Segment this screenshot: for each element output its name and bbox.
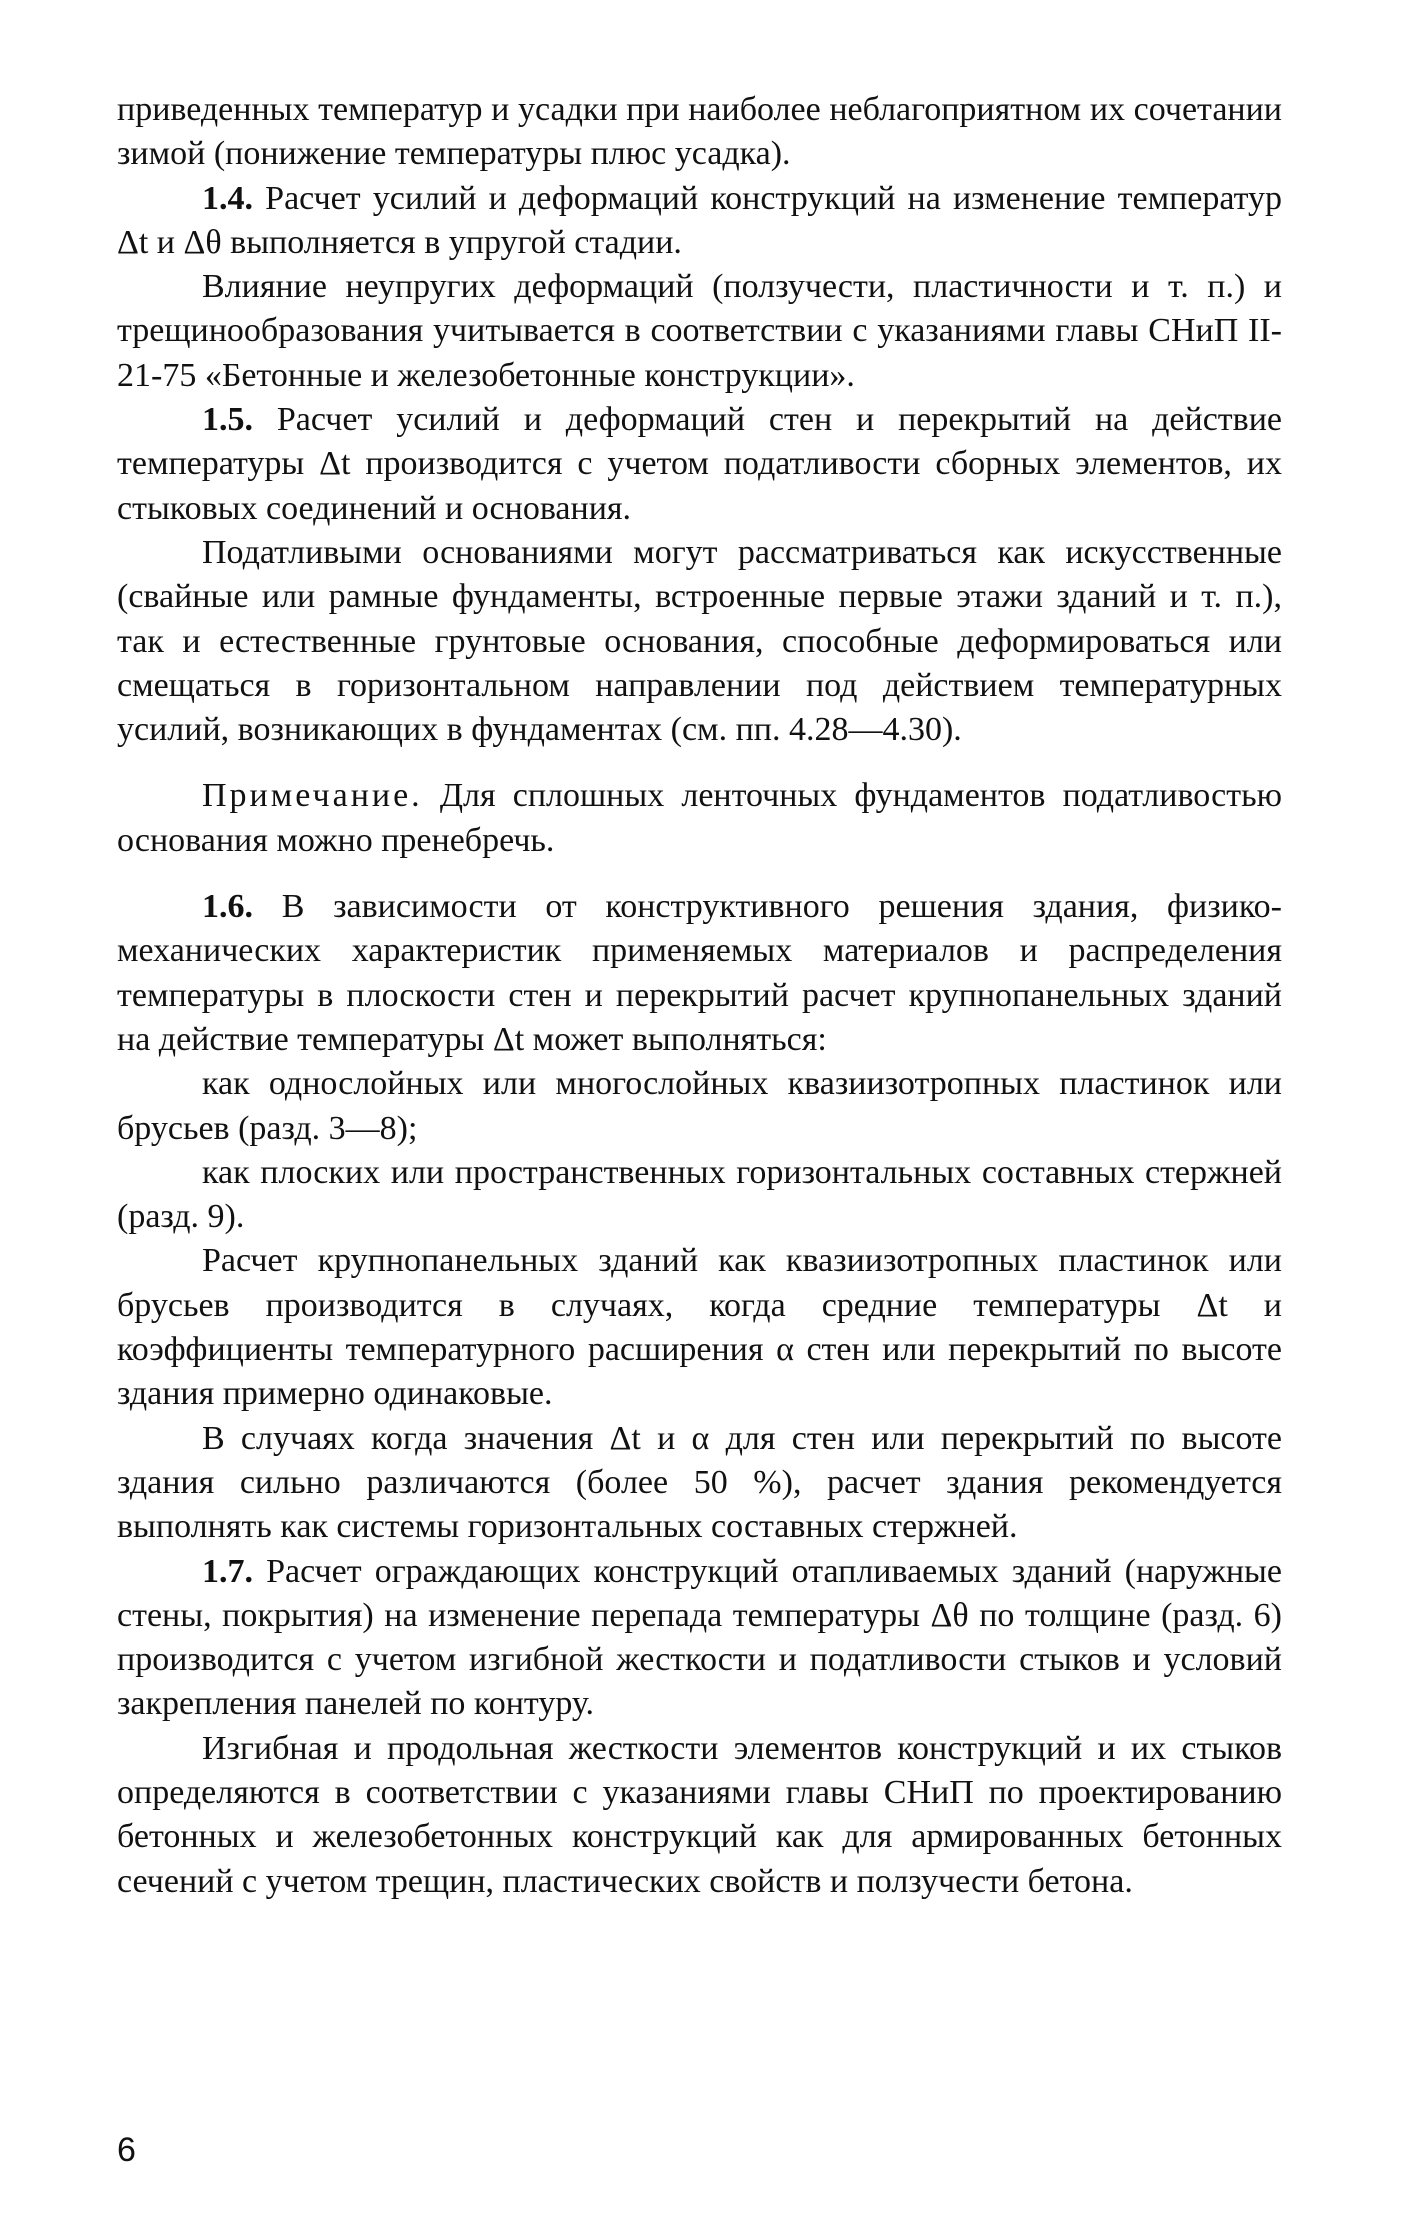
paragraph-1-4 xyxy=(117,177,1282,266)
paragraph-continuation xyxy=(117,88,1282,177)
section-number: 1.5. xyxy=(202,401,253,439)
paragraph-text: В случаях когда значения Δt и α для стен или перекрытий по высоте здания сильно различаются (более 50 %), расчет здания рекомендуется выполнять как системы горизонтальных составных стержней. xyxy=(117,1419,1282,1546)
section-number: 1.7. xyxy=(202,1552,253,1590)
paragraph-foundations xyxy=(117,531,1282,752)
paragraph-text: Влияние неупругих деформаций (ползучести, пластичности и т. п.) и трещинообразования учитывается в соответствии с указаниями главы СНиП II-21-75 «Бетонные и железобетонные конструкции». xyxy=(117,268,1282,394)
paragraph-text: Расчет усилий и деформаций конструкций на изменение температур Δt и Δθ выполняется в упругой стадии. xyxy=(117,179,1282,261)
paragraph-quasi-isotropic xyxy=(117,1239,1282,1416)
paragraph-different-values xyxy=(117,1417,1282,1550)
note-label: Примечание. xyxy=(202,777,423,815)
paragraph-text: Изгибная и продольная жесткости элементов конструкций и их стыков определяются в соответствии с указаниями главы СНиП по проектированию бетонных и железобетонных конструкций как для армированных бетонных сечений с учетом трещин, пластических свойств и ползучести бетона. xyxy=(117,1729,1282,1900)
paragraph-stiffness xyxy=(117,1727,1282,1904)
paragraph-1-5 xyxy=(117,398,1282,531)
note-text: Для сплошных ленточных фундаментов податливостью основания можно пренебречь. xyxy=(117,777,1282,859)
section-number: 1.6. xyxy=(202,888,253,926)
paragraph-text: Податливыми основаниями могут рассматриваться как искусственные (свайные или рамные фундаменты, встроенные первые этажи зданий и т. п.), так и естественные грунтовые основания, способные деформироваться или смещаться в горизонтальном направлении под действием температурных усилий, возникающих в фундаментах (см. пп. 4.28—4.30). xyxy=(117,533,1282,749)
paragraph-1-7 xyxy=(117,1550,1282,1727)
paragraph-text: приведенных температур и усадки при наиболее неблагоприятном их сочетании зимой (понижение температуры плюс усадка). xyxy=(117,91,1282,173)
note xyxy=(117,774,1282,863)
paragraph-inelastic xyxy=(117,265,1282,398)
paragraph-text: как плоских или пространственных горизонтальных составных стержней (разд. 9). xyxy=(117,1153,1282,1236)
list-item-plates xyxy=(117,1062,1282,1151)
paragraph-1-6 xyxy=(117,885,1282,1062)
document-page xyxy=(117,88,1282,1904)
paragraph-text: В зависимости от конструктивного решения здания, физико-механических характеристик применяемых материалов и распределения температуры в плоскости стен и перекрытий расчет крупнопанельных зданий на действие температуры Δt может выполняться: xyxy=(117,888,1282,1058)
paragraph-text: как однослойных или многослойных квазиизотропных пластинок или брусьев (разд. 3—8); xyxy=(117,1065,1282,1147)
paragraph-text: Расчет ограждающих конструкций отапливаемых зданий (наружные стены, покрытия) на изменение перепада температуры Δθ по толщине (разд. 6) производится с учетом изгибной жесткости и податливости стыков и условий закрепления панелей по контуру. xyxy=(117,1552,1282,1723)
paragraph-text: Расчет усилий и деформаций стен и перекрытий на действие температуры Δt производится с учетом податливости сборных элементов, их стыковых соединений и основания. xyxy=(117,401,1282,527)
section-number: 1.4. xyxy=(202,179,253,217)
page-number: 6 xyxy=(117,2131,136,2169)
paragraph-text: Расчет крупнопанельных зданий как квазиизотропных пластинок или брусьев производится в случаях, когда средние температуры Δt и коэффициенты температурного расширения α стен или перекрытий по высоте здания примерно одинаковые. xyxy=(117,1242,1282,1413)
list-item-rods xyxy=(117,1151,1282,1240)
